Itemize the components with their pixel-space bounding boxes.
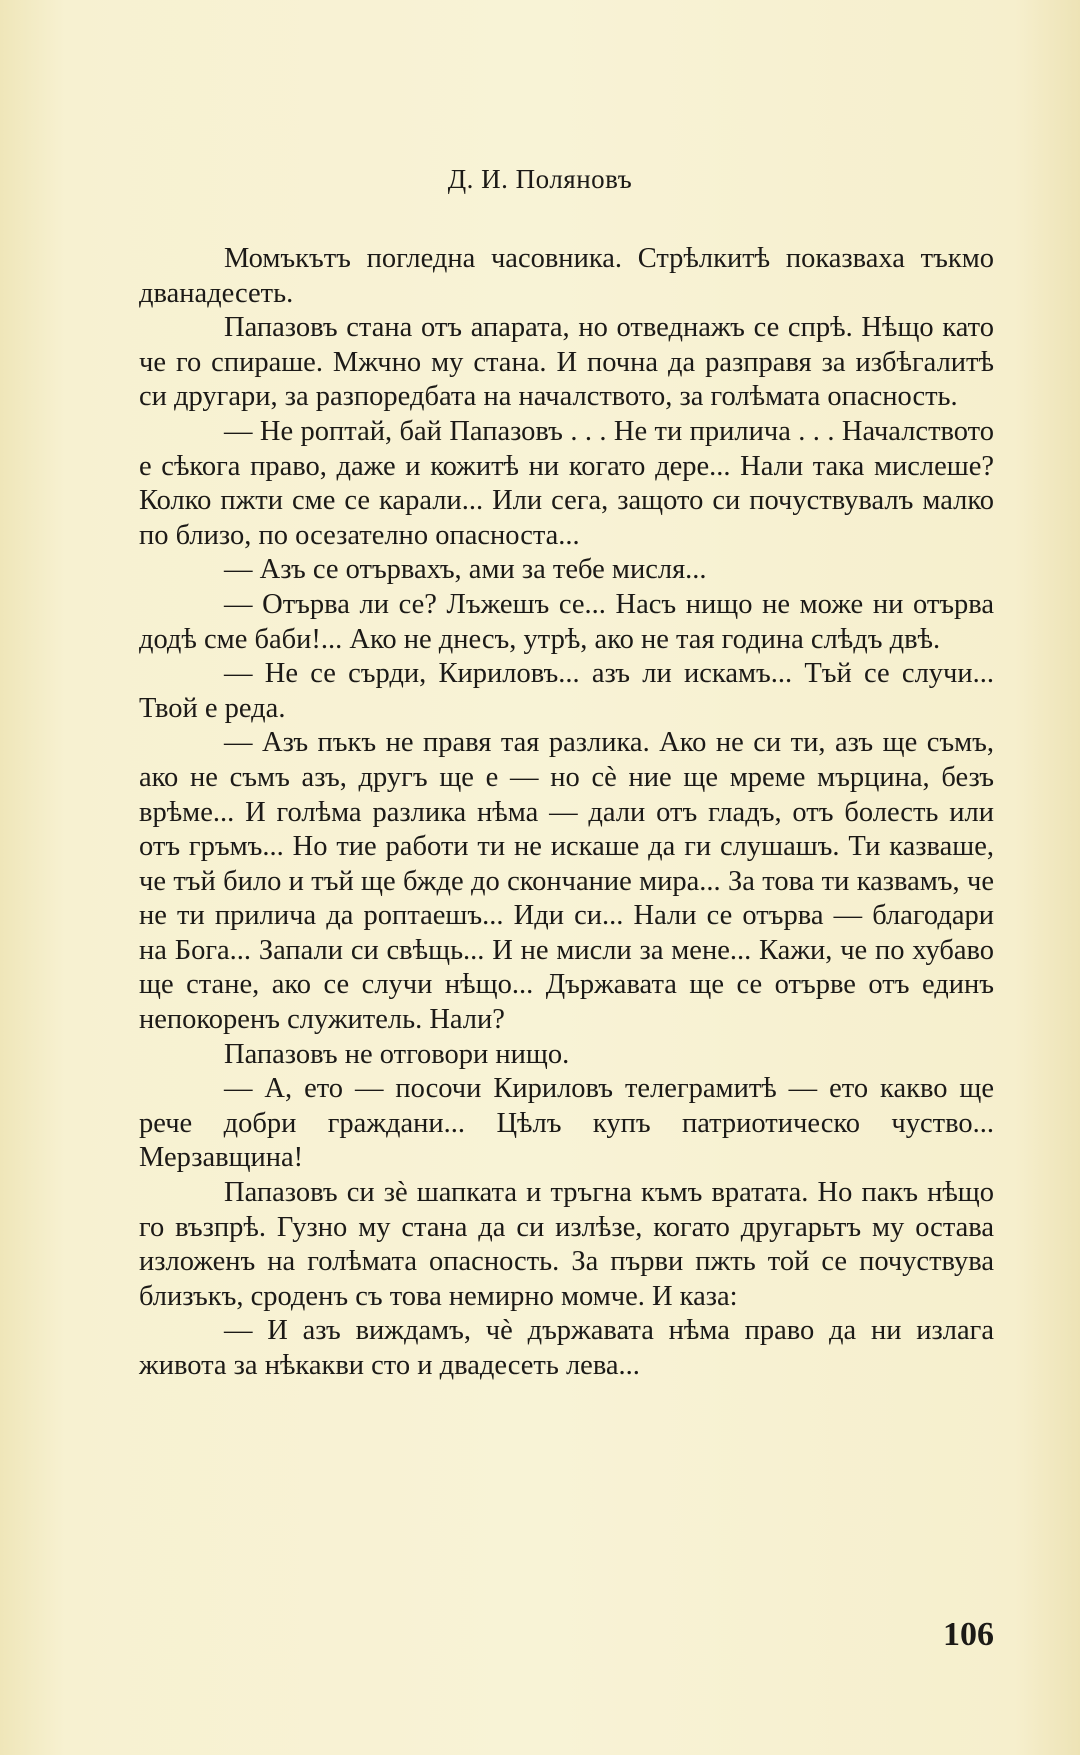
paragraph: — Азъ се отървахъ, ами за тебе мисля... (224, 554, 707, 586)
paragraph: Папазовъ си зѐ шапката и тръгна къмъ вратата. Но пакъ нѣщо го възпрѣ. Гузно му стана да си излѣзе, когато другарьтъ му остава изложенъ на голѣмата опасность. За първи пжть той се почуствува близъкъ, сроденъ съ това немирно момче. И каза: (139, 1177, 994, 1312)
paragraph: — И азъ виждамъ, чѐ държавата нѣма право да ни излага живота за нѣкакви сто и двадесеть лева... (139, 1315, 994, 1381)
paragraph: Папазовъ не отговори нищо. (224, 1038, 570, 1070)
running-header: Д. И. Поляновъ (447, 164, 633, 194)
paragraph: — Азъ пъкъ не правя тая разлика. Ако не си ти, азъ ще съмъ, ако не съмъ азъ, другъ ще е — но сѐ ние ще мреме мърцина, безъ врѣме... И голѣма разлика нѣма — дали отъ гладъ, отъ болесть или отъ гръмъ... Но тие работи ти не искаше да ги слушашъ. Ти казваше, че тъй било и тъй ще бжде до скончание мира... За това ти казвамъ, че не ти прилича да роптаешъ... Иди си... Нали се отърва — благодари на Бога... Запали си свѣщь... И не мисли за мене... Кажи, че по хубаво ще стане, ако се случи нѣщо... Държавата ще се отърве отъ единъ непокоренъ служитель. Нали? (139, 727, 994, 1036)
page-number: 106 (943, 1616, 994, 1653)
body-text (139, 242, 994, 1384)
paragraph: Момъкътъ погледна часовника. Стрѣлкитѣ показваха тъкмо дванадесеть. (139, 243, 994, 309)
paragraph: — А, ето — посочи Кириловъ телеграмитѣ — ето какво ще рече добри граждани... Цѣлъ купъ патриотическо чуство... Мерзавщина! (139, 1073, 994, 1174)
paragraph: — Отърва ли се? Лъжешъ се... Насъ нищо не може ни отърва додѣ сме баби!... Ако не днесъ, утрѣ, ако не тая година слѣдъ двѣ. (139, 588, 994, 655)
paragraph: — Не се сърди, Кириловъ... азъ ли искамъ... Тъй се случи... Твой е реда. (139, 658, 994, 724)
paragraph: Папазовъ стана отъ апарата, но отведнажъ се спрѣ. Нѣщо като че го спираше. Мжчно му стана. И почна да разправя за избѣгалитѣ си другари, за разпоредбата на началството, за голѣмата опасность. (139, 312, 994, 413)
paragraph: — Не роптай, бай Папазовъ . . . Не ти прилича . . . Началството е сѣкога право, даже и кожитѣ ни когато дере... Нали така мислеше? Колко пжти сме се карали... Или сега, защото си почуствувалъ малко по близо, по осезателно опасноста... (139, 415, 994, 551)
